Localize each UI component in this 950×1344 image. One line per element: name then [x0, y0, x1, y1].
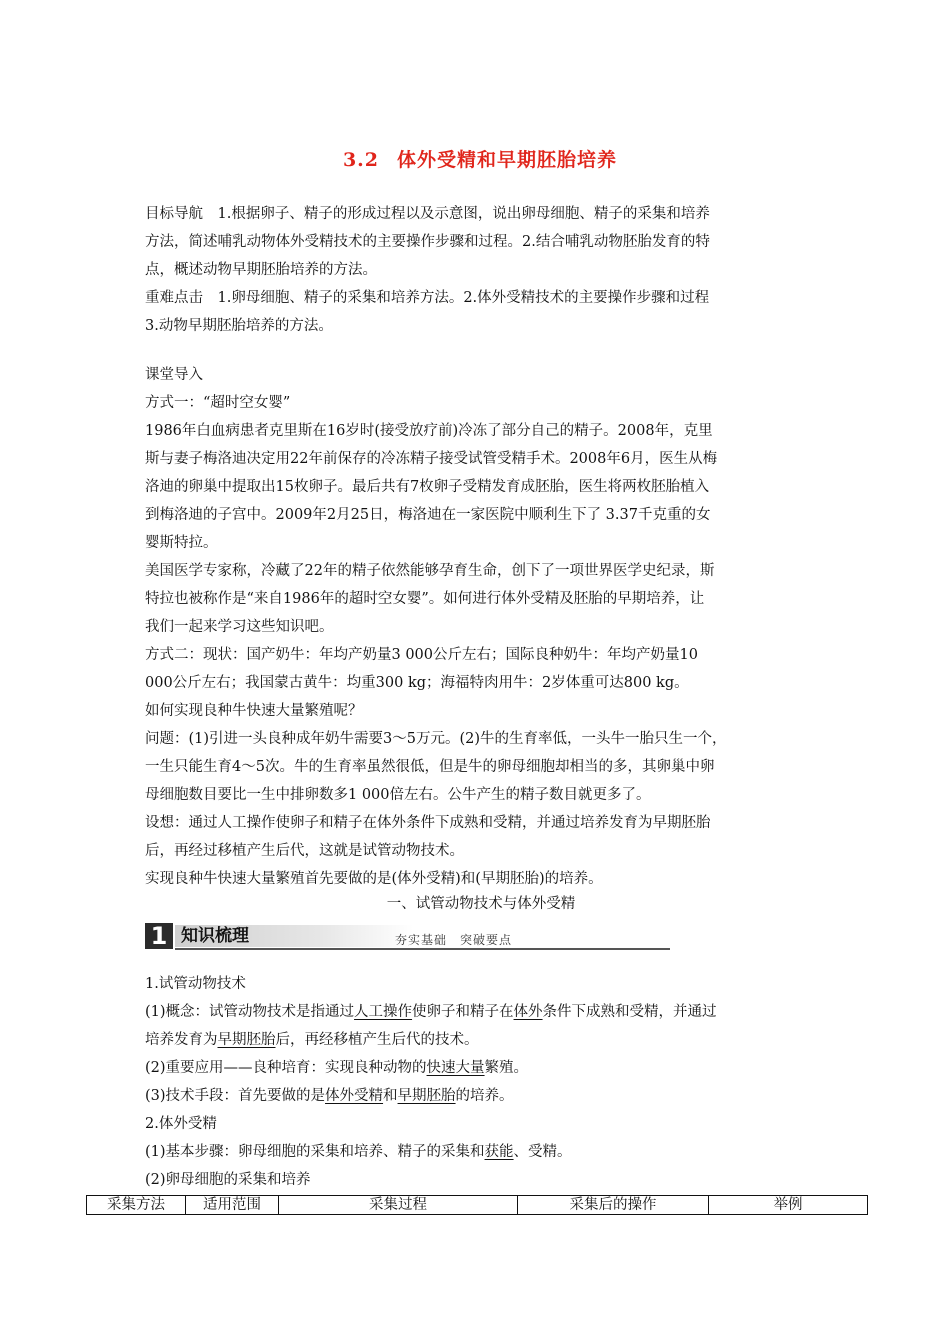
intro-line: 实现良种牛快速大量繁殖首先要做的是(体外受精)和(早期胚胎)的培养。: [145, 871, 603, 887]
text: (1)概念：试管动物技术是指通过: [145, 1004, 355, 1020]
fill-blank: 体外受精: [325, 1088, 384, 1104]
goals-line: 方法，简述哺乳动物体外受精技术的主要操作步骤和过程。2.结合哺乳动物胚胎发育的特: [145, 234, 710, 250]
text: 繁殖。: [484, 1060, 529, 1076]
banner-number: 1: [145, 923, 173, 949]
title-text: 体外受精和早期胚胎培养: [397, 149, 618, 171]
knowledge-line: (2)卵母细胞的采集和培养: [145, 1172, 311, 1188]
knowledge-line: [145, 1138, 817, 1166]
intro-line: 美国医学专家称，冷藏了22年的精子依然能够孕育生命，创下了一项世界医学史纪录，斯: [145, 563, 715, 579]
table-header: 适用范围: [186, 1196, 279, 1215]
knowledge-block: [145, 970, 817, 1194]
text: (1)基本步骤：卵母细胞的采集和培养、精子的采集和: [145, 1144, 485, 1160]
table-header-row: [87, 1196, 868, 1215]
table-header: 采集后的操作: [518, 1196, 709, 1215]
intro-line: 洛迪的卵巢中提取出15枚卵子。最后共有7枚卵子受精发育成胚胎，医生将两枚胚胎植入: [145, 479, 710, 495]
intro-line: 特拉也被称作是“来自1986年的超时空女婴”。如何进行体外受精及胚胎的早期培养，让: [145, 591, 705, 607]
text: 培养发育为: [145, 1032, 218, 1048]
intro-block: [145, 361, 817, 915]
fill-blank: 获能: [484, 1144, 514, 1160]
knowledge-heading: 2.体外受精: [145, 1116, 217, 1132]
intro-line: 一生只能生育4～5次。牛的生育率虽然很低，但是牛的卵母细胞却相当的多，其卵巢中卵: [145, 759, 715, 775]
intro-line: 到梅洛迪的子宫中。2009年2月25日，梅洛迪在一家医院中顺利生下了 3.37千克重的女: [145, 507, 711, 523]
intro-line: 方式二：现状：国产奶牛：年均产奶量3 000公斤左右；国际良种奶牛：年均产奶量10: [145, 647, 698, 663]
banner-subtitle: 夯实基础 突破要点: [395, 933, 513, 947]
table-header: 采集方法: [87, 1196, 186, 1215]
text: 的培养。: [455, 1088, 514, 1104]
page-title: [145, 145, 815, 172]
knowledge-banner: [145, 923, 525, 951]
fill-blank: 体外: [513, 1004, 543, 1020]
intro-line: 000公斤左右；我国蒙古黄牛：均重300 kg；海福特肉用牛：2岁体重可达800 kg。: [145, 675, 689, 691]
goals-line: 点，概述动物早期胚胎培养的方法。: [145, 262, 377, 278]
intro-line: 问题：(1)引进一头良种成年奶牛需要3～5万元。(2)牛的生育率低，一头牛一胎只生一个，: [145, 731, 727, 747]
knowledge-line: [145, 1026, 817, 1054]
text: (3)技术手段：首先要做的是: [145, 1088, 326, 1104]
fill-blank: 早期胚胎: [397, 1088, 456, 1104]
goals-block: [145, 200, 817, 340]
text: 使卵子和精子在: [412, 1004, 514, 1020]
text: 和: [383, 1088, 398, 1104]
section-heading: 一、试管动物技术与体外受精: [386, 896, 576, 912]
intro-line: 婴斯特拉。: [145, 535, 218, 551]
title-number: 3.2: [342, 149, 380, 171]
keypoints-line: 3.动物早期胚胎培养的方法。: [145, 318, 333, 334]
knowledge-line: [145, 1054, 817, 1082]
intro-heading: 课堂导入: [145, 367, 203, 383]
intro-line: 1986年白血病患者克里斯在16岁时(接受放疗前)冷冻了部分自己的精子。2008年，克里: [145, 423, 713, 439]
text: 后，再经移植产生后代的技术。: [275, 1032, 479, 1048]
keypoints-line: 重难点击 1.卵母细胞、精子的采集和培养方法。2.体外受精技术的主要操作步骤和过程: [145, 290, 710, 306]
banner-rule: [175, 948, 670, 950]
fill-blank: 早期胚胎: [217, 1032, 276, 1048]
intro-line: 我们一起来学习这些知识吧。: [145, 619, 334, 635]
text: 条件下成熟和受精，并通过: [542, 1004, 717, 1020]
knowledge-line: [145, 1082, 817, 1110]
intro-line: 设想：通过人工操作使卵子和精子在体外条件下成熟和受精，并通过培养发育为早期胚胎: [145, 815, 711, 831]
fill-blank: 快速大量: [426, 1060, 485, 1076]
intro-line: 后，再经过移植产生后代，这就是试管动物技术。: [145, 843, 464, 859]
knowledge-heading: 1.试管动物技术: [145, 976, 246, 992]
text: (2)重要应用——良种培育：实现良种动物的: [145, 1060, 427, 1076]
banner-label: 知识梳理: [181, 926, 249, 946]
knowledge-line: [145, 998, 817, 1026]
fill-blank: 人工操作: [354, 1004, 413, 1020]
method1-title: 方式一：“超时空女婴”: [145, 395, 291, 411]
goals-line: 目标导航 1.根据卵子、精子的形成过程以及示意图，说出卵母细胞、精子的采集和培养: [145, 206, 710, 222]
intro-line: 斯与妻子梅洛迪决定用22年前保存的冷冻精子接受试管受精手术。2008年6月，医生从梅: [145, 451, 718, 467]
collection-table: [86, 1195, 868, 1215]
intro-line: 母细胞数目要比一生中排卵数多1 000倍左右。公牛产生的精子数目就更多了。: [145, 787, 651, 803]
intro-line: 如何实现良种牛快速大量繁殖呢？: [145, 703, 363, 719]
table-header: 采集过程: [279, 1196, 518, 1215]
table-header: 举例: [709, 1196, 868, 1215]
text: 、受精。: [513, 1144, 572, 1160]
